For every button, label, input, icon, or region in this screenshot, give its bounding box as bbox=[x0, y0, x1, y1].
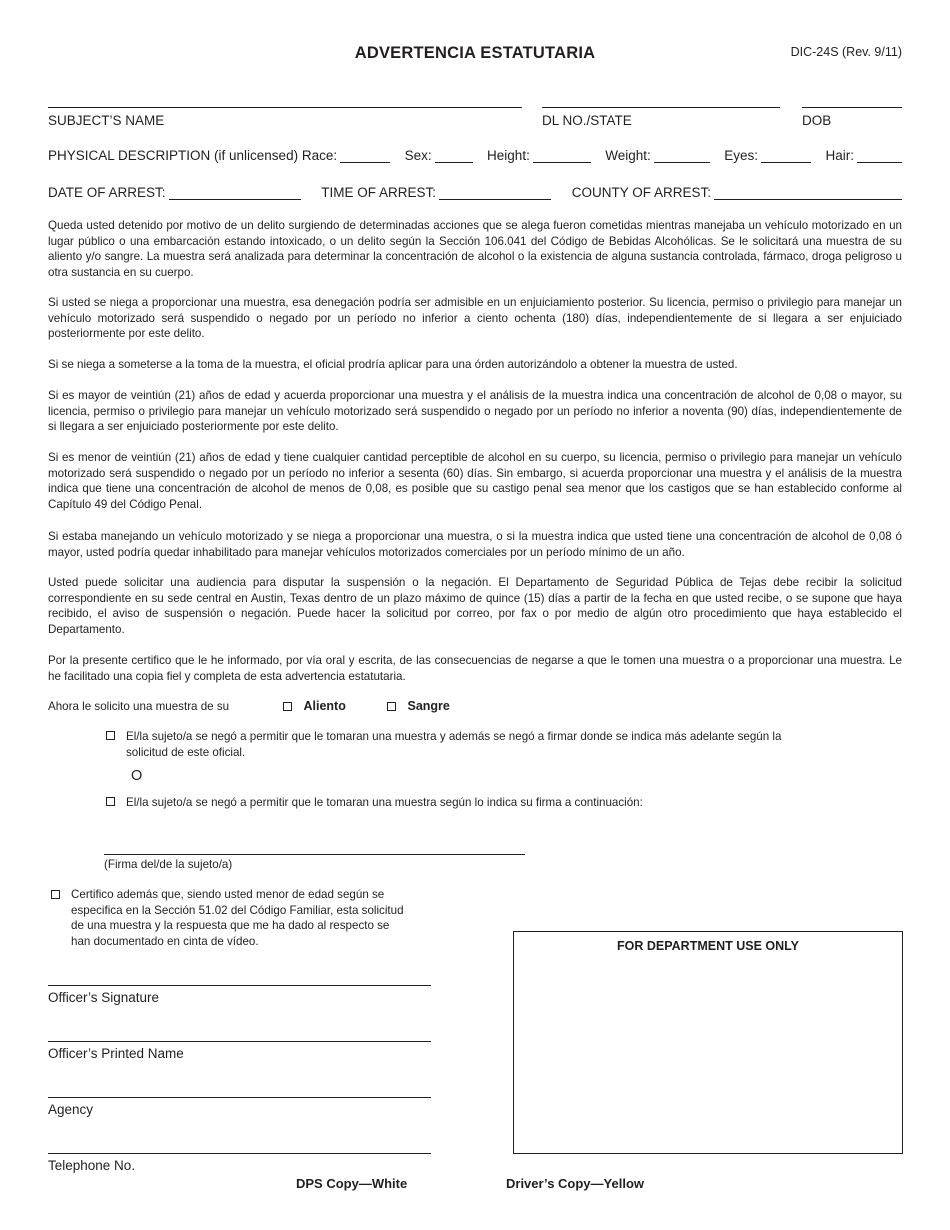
refusal-no-sign-checkbox[interactable] bbox=[106, 731, 115, 740]
hair-label: Hair: bbox=[825, 148, 854, 163]
time-of-arrest-field[interactable] bbox=[439, 185, 551, 200]
dps-copy-label: DPS Copy—White bbox=[296, 1176, 408, 1191]
refusal-no-sign-text: El/la sujeto/a se negó a permitir que le tomaran una muestra y además se negó a firmar donde se indica más adelante según la solicitud de este oficial. bbox=[126, 730, 782, 759]
race-field[interactable] bbox=[340, 148, 390, 163]
form-number: DIC-24S (Rev. 9/11) bbox=[790, 45, 902, 59]
warning-paragraph: Usted puede solicitar una audiencia para disputar la suspensión o la negación. El Departamento de Seguridad Pública de Tejas debe recibir la solicitud correspondiente en su sede central en Austin, Texas dentro de un plazo máximo de quince (15) días a partir de la fecha en que usted recibe, o se supone que haya recibido, el aviso de suspensión o negación. Puede hacer la solicitud por correo, por fax o por medio de algún otro procedimiento que haya establecido el Departamento. bbox=[48, 576, 902, 636]
subject-signature-caption: (Firma del/de la sujeto/a) bbox=[104, 858, 233, 871]
sample-request-label: Ahora le solicito una muestra de su bbox=[48, 700, 230, 713]
driver-copy-label: Driver’s Copy—Yellow bbox=[506, 1176, 644, 1191]
dl-number-line[interactable] bbox=[542, 107, 780, 108]
sex-field[interactable] bbox=[435, 148, 473, 163]
subject-name-line[interactable] bbox=[48, 107, 522, 108]
minor-certification-checkbox[interactable] bbox=[51, 890, 60, 899]
physical-description-label: PHYSICAL DESCRIPTION (if unlicensed) bbox=[48, 148, 299, 163]
weight-field[interactable] bbox=[654, 148, 710, 163]
minor-certification-text: Certifico además que, siendo usted menor de edad según se especifica en la Sección 51.02 del Código Familiar, esta solicitud de una muestra y la respuesta que me ha dado al respecto se han documentado en cinta de vídeo. bbox=[71, 888, 404, 948]
blood-option[interactable] bbox=[387, 699, 450, 715]
date-of-arrest-field[interactable] bbox=[169, 185, 301, 200]
subject-signature-line[interactable] bbox=[104, 854, 525, 855]
warning-paragraph: Si es menor de veintiún (21) años de edad y tiene cualquier cantidad perceptible de alcohol en su cuerpo, su licencia, permiso o privilegio para manejar un vehículo motorizado será suspendido o negado por un período no inferior a sesenta (60) días. Sin embargo, si acuerda proporcionar una muestra y el análisis de la muestra indica que tiene una concentración de alcohol de menos de 0,08, es posible que su castigo penal sea menor que los castigos que se han establecido conforme al Capítulo 49 del Código Penal. bbox=[48, 451, 902, 511]
warning-paragraph: Si es mayor de veintiún (21) años de edad y acuerda proporcionar una muestra y el análisis de la muestra indica una concentración de alcohol de 0,08 o mayor, su licencia, permiso o privilegio para manejar un vehículo motorizado será suspendido o negado por un período no inferior a noventa (90) días, independientemente de si llegara a ser enjuiciado posteriormente por este delito. bbox=[48, 389, 902, 433]
agency-label: Agency bbox=[48, 1102, 94, 1117]
page-title: ADVERTENCIA ESTATUTARIA bbox=[354, 44, 596, 62]
warning-paragraph: Si usted se niega a proporcionar una muestra, esa denegación podría ser admisible en un enjuiciamiento posterior. Su licencia, permiso o privilegio para manejar un vehículo motorizado será suspendido o negado por un período no inferior a ciento ochenta (180) días, independientemente de si llegara a ser enjuiciado posteriormente por este delito. bbox=[48, 296, 902, 340]
or-separator: O bbox=[131, 768, 143, 784]
eyes-field[interactable] bbox=[761, 148, 811, 163]
officer-printed-name-label: Officer’s Printed Name bbox=[48, 1046, 184, 1061]
dob-label: DOB bbox=[802, 113, 832, 128]
date-of-arrest-label: DATE OF ARREST: bbox=[48, 185, 166, 200]
hair-field[interactable] bbox=[857, 148, 902, 163]
subject-name-label: SUBJECT’S NAME bbox=[48, 113, 165, 128]
warning-paragraph: Si se niega a someterse a la toma de la muestra, el oficial prodría aplicar para una órden autorizándolo a obtener la muestra de usted. bbox=[48, 358, 738, 371]
refusal-signed-text: El/la sujeto/a se negó a permitir que le tomaran una muestra según lo indica su firma a continuación: bbox=[126, 796, 643, 809]
refusal-signed-checkbox[interactable] bbox=[106, 797, 115, 806]
agency-line[interactable] bbox=[48, 1097, 431, 1098]
officer-printed-name-line[interactable] bbox=[48, 1041, 431, 1042]
county-of-arrest-label: COUNTY OF ARREST: bbox=[571, 185, 711, 200]
blood-checkbox[interactable] bbox=[387, 702, 396, 711]
height-label: Height: bbox=[487, 148, 530, 163]
sex-label: Sex: bbox=[404, 148, 432, 163]
dob-line[interactable] bbox=[802, 107, 902, 108]
arrest-row bbox=[48, 185, 902, 200]
warning-paragraph: Queda usted detenido por motivo de un delito surgiendo de determinadas acciones que se alega fueron cometidas mientras manejaba un vehículo motorizado en un lugar público o una embarcación estando intoxicado, o un delito según la Sección 106.041 del Código de Bebidas Alcohólicas. Se le solicitará una muestra de su aliento y/o sangre. La muestra será analizada para determinar la concentración de alcohol o la existencia de alguna sustancia controlada, fármaco, droga peligroso u otra sustancia en su cuerpo. bbox=[48, 219, 902, 279]
breath-checkbox[interactable] bbox=[283, 702, 292, 711]
department-use-box bbox=[513, 931, 903, 1154]
telephone-label: Telephone No. bbox=[48, 1158, 136, 1173]
department-use-title: FOR DEPARTMENT USE ONLY bbox=[617, 939, 799, 953]
dl-number-label: DL NO./STATE bbox=[542, 113, 632, 128]
county-of-arrest-field[interactable] bbox=[714, 185, 902, 200]
eyes-label: Eyes: bbox=[724, 148, 759, 163]
height-field[interactable] bbox=[533, 148, 591, 163]
time-of-arrest-label: TIME OF ARREST: bbox=[321, 185, 436, 200]
certification-paragraph: Por la presente certifico que le he informado, por vía oral y escrita, de las consecuencias de negarse a que le tomen una muestra o a proporcionar una muestra. Le he facilitado una copia fiel y completa de esta advertencia estatutaria. bbox=[48, 654, 902, 683]
weight-label: Weight: bbox=[605, 148, 651, 163]
physical-description-row bbox=[48, 148, 902, 163]
breath-option[interactable] bbox=[283, 699, 346, 715]
warning-paragraph: Si estaba manejando un vehículo motorizado y se niega a proporcionar una muestra, o si la muestra indica que usted tiene una concentración de alcohol de 0,08 ó mayor, usted podría quedar inhabilitado para manejar vehículos motorizados comerciales por un período mínimo de un año. bbox=[48, 530, 902, 559]
officer-signature-label: Officer’s Signature bbox=[48, 990, 160, 1005]
telephone-line[interactable] bbox=[48, 1153, 431, 1154]
officer-signature-line[interactable] bbox=[48, 985, 431, 986]
breath-label: Aliento bbox=[303, 699, 346, 713]
race-label: Race: bbox=[301, 148, 338, 163]
blood-label: Sangre bbox=[407, 699, 450, 713]
